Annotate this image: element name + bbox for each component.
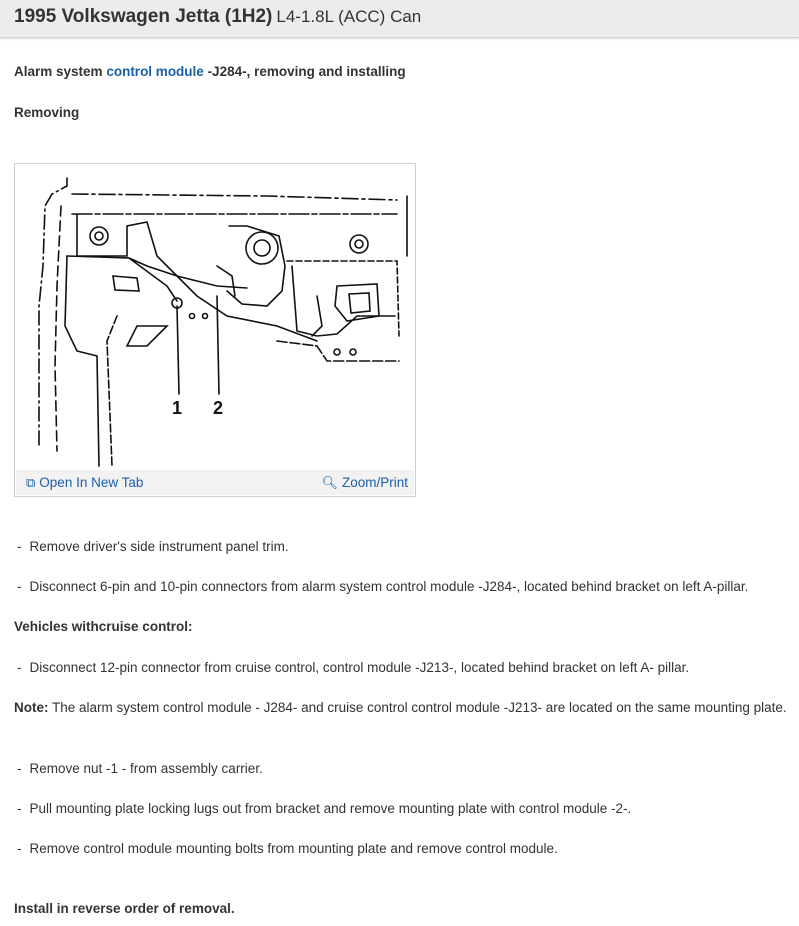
vehicle-name: 1995 Volkswagen Jetta (1H2) bbox=[14, 6, 273, 27]
zoom-print-link[interactable] bbox=[321, 475, 408, 491]
title-suffix: -J284-, removing and installing bbox=[203, 64, 406, 79]
magnifier-icon: 🔍︎ bbox=[321, 475, 338, 490]
subheading-cruise-control: Vehicles withcruise control: bbox=[14, 619, 193, 634]
step-text: Remove nut -1 - from assembly carrier. bbox=[29, 761, 263, 776]
note-text: The alarm system control module - J284- and cruise control control module -J213- are located on the same mounting plate. bbox=[48, 700, 787, 715]
figure-toolbar bbox=[16, 470, 414, 495]
step-item bbox=[14, 841, 558, 856]
control-module-link[interactable]: control module bbox=[106, 64, 204, 79]
step-dash: - bbox=[17, 660, 22, 675]
page-header bbox=[0, 0, 799, 38]
step-dash: - bbox=[17, 579, 22, 594]
vehicle-title bbox=[14, 6, 421, 28]
zoom-print-label: Zoom/Print bbox=[341, 475, 408, 490]
callout-1: 1 bbox=[172, 398, 183, 418]
callout-2: 2 bbox=[213, 398, 224, 418]
note-label: Note: bbox=[14, 700, 49, 715]
step-dash: - bbox=[17, 801, 22, 816]
open-in-new-tab-label: Open In New Tab bbox=[39, 475, 144, 490]
diagram-figure bbox=[14, 163, 416, 497]
open-in-new-tab-link[interactable] bbox=[26, 475, 143, 491]
step-item bbox=[14, 801, 631, 816]
step-dash: - bbox=[17, 761, 22, 776]
step-text: Disconnect 6-pin and 10-pin connectors from alarm system control module -J284-, located behind bracket on left A-pillar. bbox=[29, 579, 749, 594]
install-instruction: Install in reverse order of removal. bbox=[14, 901, 235, 916]
step-item bbox=[14, 660, 689, 675]
step-item bbox=[14, 539, 289, 554]
step-item bbox=[14, 761, 263, 776]
procedure-title bbox=[14, 64, 406, 79]
step-text: Remove control module mounting bolts from mounting plate and remove control module. bbox=[29, 841, 558, 856]
open-in-new-tab-icon: ⧉ bbox=[26, 475, 36, 490]
alarm-module-diagram bbox=[17, 166, 413, 468]
step-text: Disconnect 12-pin connector from cruise control, control module -J213-, located behind bracket on left A- pillar. bbox=[29, 660, 690, 675]
section-heading-removing: Removing bbox=[14, 105, 80, 120]
step-dash: - bbox=[17, 539, 22, 554]
engine-name: L4-1.8L (ACC) Can bbox=[276, 7, 422, 26]
step-text: Remove driver's side instrument panel trim. bbox=[29, 539, 289, 554]
title-prefix: Alarm system bbox=[14, 64, 107, 79]
step-item bbox=[14, 579, 748, 594]
note-paragraph bbox=[14, 697, 789, 718]
step-dash: - bbox=[17, 841, 22, 856]
step-text: Pull mounting plate locking lugs out from bracket and remove mounting plate with control module -2-. bbox=[29, 801, 632, 816]
